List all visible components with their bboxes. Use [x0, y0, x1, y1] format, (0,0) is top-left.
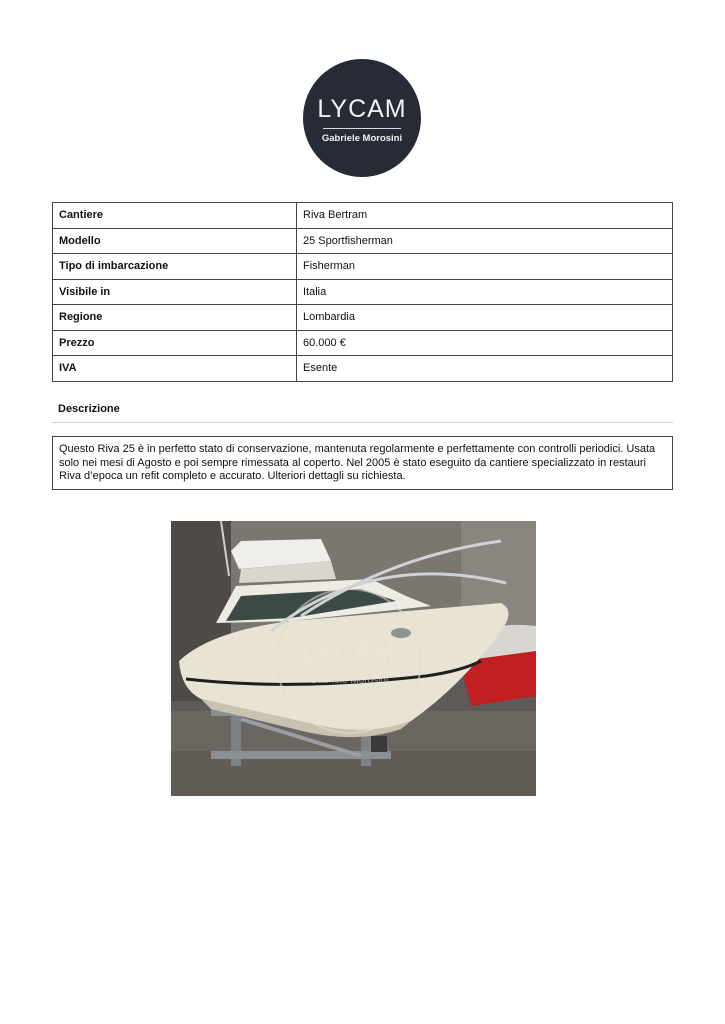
logo-subtitle: Gabriele Morosini: [321, 132, 403, 144]
spec-label: Prezzo: [53, 330, 297, 356]
table-row: [53, 356, 673, 382]
logo-wordmark: LYCAM: [317, 94, 407, 123]
spec-value: Riva Bertram: [297, 203, 673, 229]
spec-label: Modello: [53, 228, 297, 254]
spec-value: Lombardia: [297, 305, 673, 331]
specs-table: [52, 202, 673, 382]
spec-value: 60.000 €: [297, 330, 673, 356]
logo-divider: [323, 128, 401, 129]
boat-photo: [171, 521, 536, 796]
watermark-subtitle: Gabriele Morosini: [309, 675, 389, 686]
divider: [52, 422, 673, 423]
table-row: [53, 228, 673, 254]
table-row: [53, 279, 673, 305]
table-row: [53, 203, 673, 229]
spec-label: IVA: [53, 356, 297, 382]
company-logo: [303, 59, 421, 177]
spec-value: 25 Sportfisherman: [297, 228, 673, 254]
spec-value: Esente: [297, 356, 673, 382]
spec-label: Visibile in: [53, 279, 297, 305]
spec-label: Cantiere: [53, 203, 297, 229]
spec-label: Tipo di imbarcazione: [53, 254, 297, 280]
table-row: [53, 254, 673, 280]
table-row: [53, 330, 673, 356]
spec-value: Fisherman: [297, 254, 673, 280]
table-row: [53, 305, 673, 331]
description-heading: Descrizione: [58, 403, 120, 415]
spec-value: Italia: [297, 279, 673, 305]
watermark-main: LYCAM: [302, 637, 396, 667]
spec-label: Regione: [53, 305, 297, 331]
description-text: Questo Riva 25 è in perfetto stato di conservazione, mantenuta regolarmente e perfettamente con controlli periodici. Usata solo nei mesi di Agosto e poi sempre rimessata al coperto. Nel 2005 è stato eseguito da cantiere specializzato in restauri Riva d’epoca un refit completo e accurato. Ulteriori dettagli su richiesta.: [52, 436, 673, 490]
